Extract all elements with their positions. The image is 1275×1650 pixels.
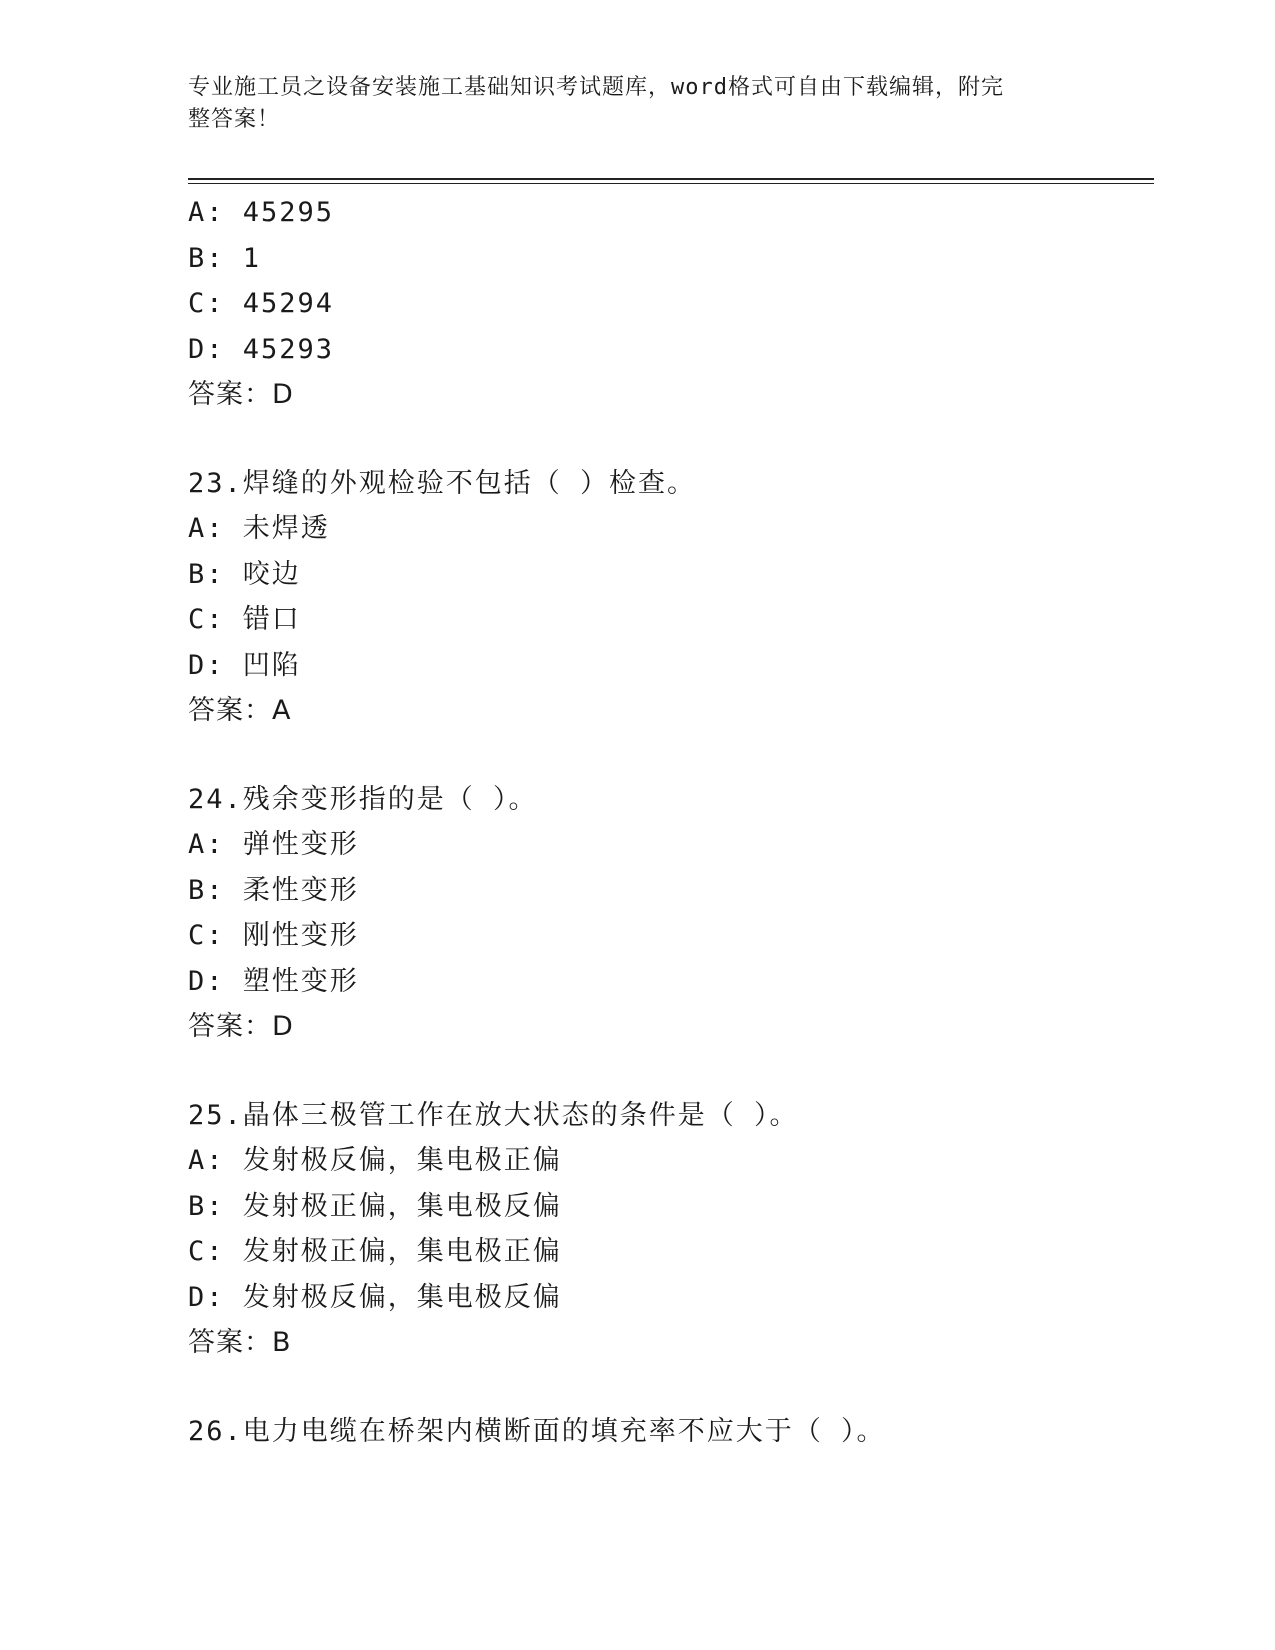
question-block-25 xyxy=(188,1093,1148,1366)
option-b: B: 1 xyxy=(188,242,262,274)
option-b: B: 柔性变形 xyxy=(188,874,359,906)
question-stem: 24.残余变形指的是（ ）。 xyxy=(188,783,538,815)
spacer xyxy=(188,734,1148,777)
answer-line: 答案：B xyxy=(188,1327,292,1358)
option-c: C: 错口 xyxy=(188,604,301,635)
option-d: D: 凹陷 xyxy=(188,649,301,681)
option-a: A: 发射极反偏，集电极正偏 xyxy=(188,1145,562,1176)
question-stem: 26.电力电缆在桥架内横断面的填充率不应大于（ ）。 xyxy=(188,1415,886,1447)
question-stem: 25.晶体三极管工作在放大状态的条件是（ ）。 xyxy=(188,1099,799,1131)
option-d: D: 45293 xyxy=(188,333,335,365)
option-d: D: 发射极反偏，集电极反偏 xyxy=(188,1281,562,1313)
option-b: B: 发射极正偏，集电极反偏 xyxy=(188,1190,562,1222)
spacer xyxy=(188,1050,1148,1093)
option-b: B: 咬边 xyxy=(188,558,301,590)
answer-line: 答案：D xyxy=(188,1011,294,1042)
option-a: A: 45295 xyxy=(188,197,335,228)
option-c: C: 45294 xyxy=(188,288,335,319)
header-line-1: 专业施工员之设备安装施工基础知识考试题库，word格式可自由下载编辑，附完 xyxy=(188,75,1004,100)
option-d: D: 塑性变形 xyxy=(188,965,359,997)
answer-line: 答案：D xyxy=(188,379,294,410)
question-block-22-tail xyxy=(188,190,1148,418)
option-a: A: 弹性变形 xyxy=(188,829,359,860)
spacer xyxy=(188,1366,1148,1409)
answer-line: 答案：A xyxy=(188,695,292,726)
question-block-26 xyxy=(188,1409,1148,1455)
option-a: A: 未焊透 xyxy=(188,513,330,544)
question-block-24 xyxy=(188,777,1148,1050)
spacer xyxy=(188,418,1148,461)
header-divider-thick xyxy=(188,178,1154,180)
question-content xyxy=(188,190,1148,1454)
header-divider-thin xyxy=(188,183,1154,184)
question-stem: 23.焊缝的外观检验不包括（ ）检查。 xyxy=(188,467,697,499)
option-c: C: 发射极正偏，集电极正偏 xyxy=(188,1236,562,1267)
header-line-2: 整答案！ xyxy=(188,107,281,132)
option-c: C: 刚性变形 xyxy=(188,920,359,951)
document-header xyxy=(188,72,1068,136)
question-block-23 xyxy=(188,461,1148,734)
